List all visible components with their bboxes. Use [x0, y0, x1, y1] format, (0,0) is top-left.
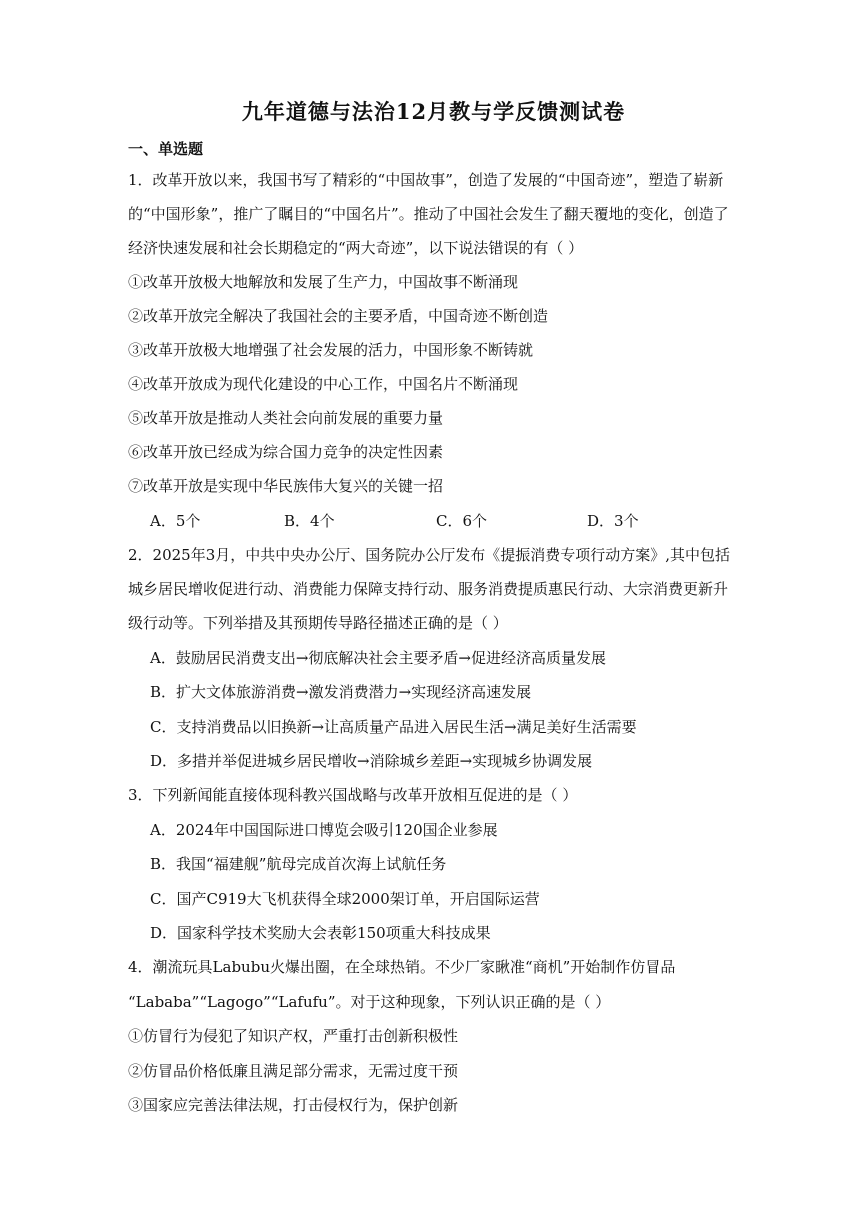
q4-item-1: ①仿冒行为侵犯了知识产权，严重打击创新积极性 [128, 1027, 459, 1045]
q1-item-3: ③改革开放极大地增强了社会发展的活力，中国形象不断铸就 [128, 341, 534, 359]
q4-item-3: ③国家应完善法律法规，打击侵权行为，保护创新 [128, 1096, 459, 1114]
q1-choice-b: B．4个 [284, 512, 335, 530]
q1-item-4: ④改革开放成为现代化建设的中心工作，中国名片不断涌现 [128, 375, 519, 393]
q4-stem-line-1: 4．潮流玩具Labubu火爆出圈，在全球热销。不少厂家瞅准“商机”开始制作仿冒品 [128, 958, 676, 976]
q1-item-5: ⑤改革开放是推动人类社会向前发展的重要力量 [128, 409, 444, 427]
q2-stem-line-3: 级行动等。下列举措及其预期传导路径描述正确的是（ ） [128, 614, 508, 632]
q2-option-a: A．鼓励居民消费支出→彻底解决社会主要矛盾→促进经济高质量发展 [150, 649, 606, 667]
q3-option-d: D．国家科学技术奖励大会表彰150项重大科技成果 [150, 924, 491, 942]
q1-stem-line-1: 1．改革开放以来，我国书写了精彩的“中国故事”，创造了发展的“中国奇迹”，塑造了崭新 [128, 171, 724, 189]
section-heading: 一、单选题 [128, 140, 204, 158]
q1-item-1: ①改革开放极大地解放和发展了生产力，中国故事不断涌现 [128, 273, 519, 291]
q2-option-b: B．扩大文体旅游消费→激发消费潜力→实现经济高速发展 [150, 683, 532, 701]
q4-item-2: ②仿冒品价格低廉且满足部分需求，无需过度干预 [128, 1062, 459, 1080]
q3-option-c: C．国产C919大飞机获得全球2000架订单，开启国际运营 [150, 890, 540, 908]
q4-stem-line-2: “Lababa”“Lagogo”“Lafufu”。对于这种现象，下列认识正确的是（ ） [128, 993, 611, 1011]
q1-choice-a: A．5个 [150, 512, 201, 530]
q1-item-6: ⑥改革开放已经成为综合国力竞争的决定性因素 [128, 443, 444, 461]
q2-stem-line-2: 城乡居民增收促进行动、消费能力保障支持行动、服务消费提质惠民行动、大宗消费更新升 [128, 580, 729, 598]
q1-choice-d: D．3个 [587, 512, 639, 530]
q3-option-b: B．我国“福建舰”航母完成首次海上试航任务 [150, 855, 447, 873]
page-title: 九年道德与法治12月教与学反馈测试卷 [241, 99, 626, 124]
q2-option-d: D．多措并举促进城乡居民增收→消除城乡差距→实现城乡协调发展 [150, 752, 593, 770]
q3-option-a: A．2024年中国国际进口博览会吸引120国企业参展 [150, 821, 498, 839]
q2-stem-line-1: 2．2025年3月，中共中央办公厅、国务院办公厅发布《提振消费专项行动方案》,其中包括 [128, 546, 731, 564]
q2-option-c: C．支持消费品以旧换新→让高质量产品进入居民生活→满足美好生活需要 [150, 718, 637, 736]
q1-stem-line-3: 经济快速发展和社会长期稳定的“两大奇迹”，以下说法错误的有（ ） [128, 239, 584, 257]
q1-item-2: ②改革开放完全解决了我国社会的主要矛盾，中国奇迹不断创造 [128, 307, 549, 325]
q1-stem-line-2: 的“中国形象”，推广了瞩目的“中国名片”。推动了中国社会发生了翻天覆地的变化，创造了 [128, 205, 729, 223]
q1-choice-c: C．6个 [436, 512, 488, 530]
q1-item-7: ⑦改革开放是实现中华民族伟大复兴的关键一招 [128, 477, 444, 495]
q3-stem-line-1: 3．下列新闻能直接体现科教兴国战略与改革开放相互促进的是（ ） [128, 786, 578, 804]
